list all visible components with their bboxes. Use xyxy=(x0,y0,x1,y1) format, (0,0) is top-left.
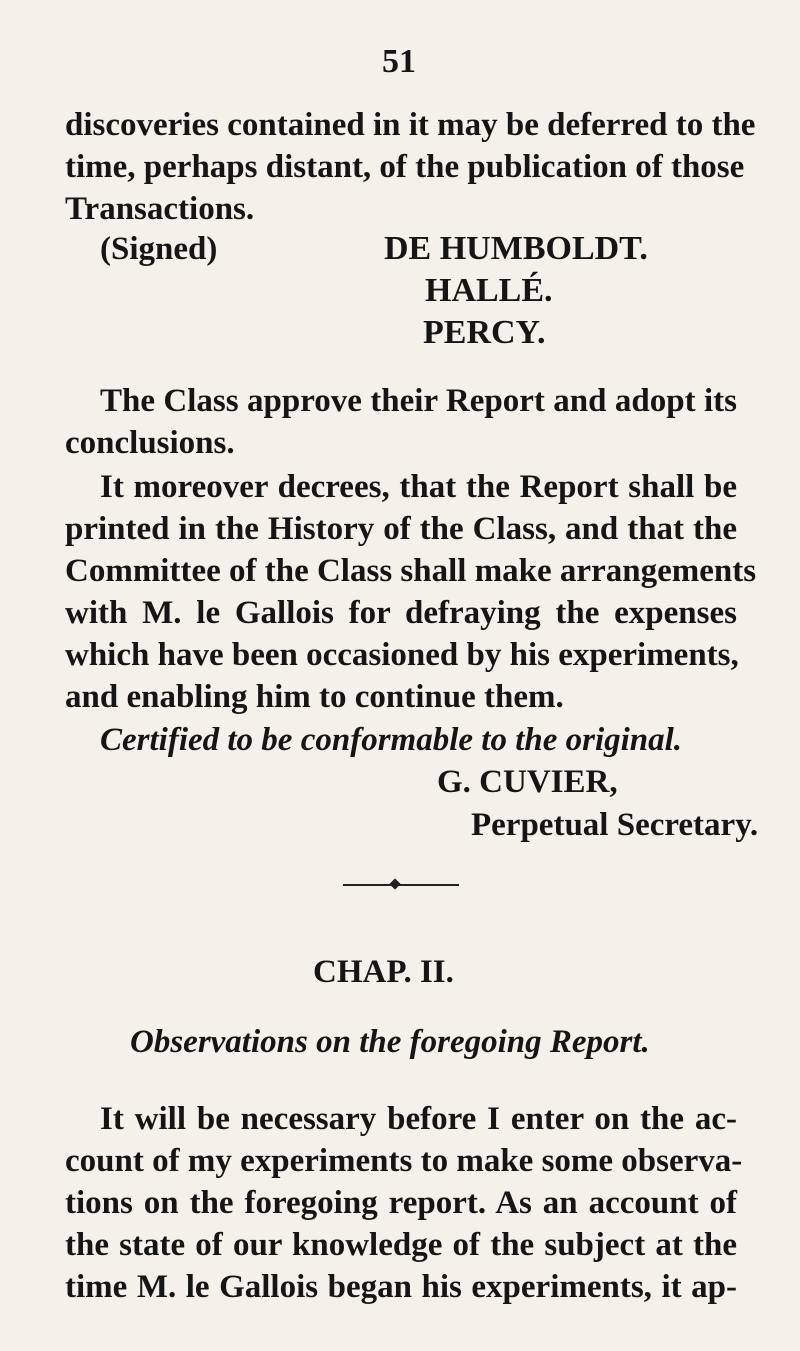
signed-label: (Signed) xyxy=(100,231,218,267)
text-line: conclusions. xyxy=(65,425,235,461)
text-line: tions on the foregoing report. As an account of xyxy=(65,1185,737,1221)
page-number: 51 xyxy=(382,43,416,80)
text-line: Transactions. xyxy=(65,191,255,227)
text-line: and enabling him to continue them. xyxy=(65,679,564,715)
section-divider xyxy=(343,884,459,886)
text-line: It will be necessary before I enter on the ac- xyxy=(100,1101,737,1137)
certifier-name: G. CUVIER, xyxy=(437,764,618,800)
text-line: time, perhaps distant, of the publication of those xyxy=(65,149,745,185)
text-line: with M. le Gallois for defraying the expenses xyxy=(65,595,737,631)
text-line: which have been occasioned by his experiments, xyxy=(65,637,739,673)
text-line: count of my experiments to make some observa- xyxy=(65,1143,743,1179)
signatory-name: DE HUMBOLDT. xyxy=(384,230,648,267)
certified-line: Certified to be conformable to the original. xyxy=(100,722,683,758)
certifier-title: Perpetual Secretary. xyxy=(471,807,759,843)
text-line: printed in the History of the Class, and that the xyxy=(65,511,737,547)
text-line: time M. le Gallois began his experiments, it ap- xyxy=(65,1269,737,1305)
chapter-subtitle: Observations on the foregoing Report. xyxy=(130,1024,650,1060)
signatory-name: HALLÉ. xyxy=(425,272,553,309)
text-line: It moreover decrees, that the Report shall be xyxy=(100,469,737,505)
text-line: the state of our knowledge of the subject at the xyxy=(65,1227,737,1263)
chapter-heading: CHAP. II. xyxy=(313,954,454,990)
text-line: Committee of the Class shall make arrangements xyxy=(65,553,757,589)
text-line: discoveries contained in it may be deferred to the xyxy=(65,107,756,143)
text-line: The Class approve their Report and adopt its xyxy=(100,383,737,419)
divider-ornament-icon xyxy=(389,878,400,889)
signatory-name: PERCY. xyxy=(423,314,546,351)
